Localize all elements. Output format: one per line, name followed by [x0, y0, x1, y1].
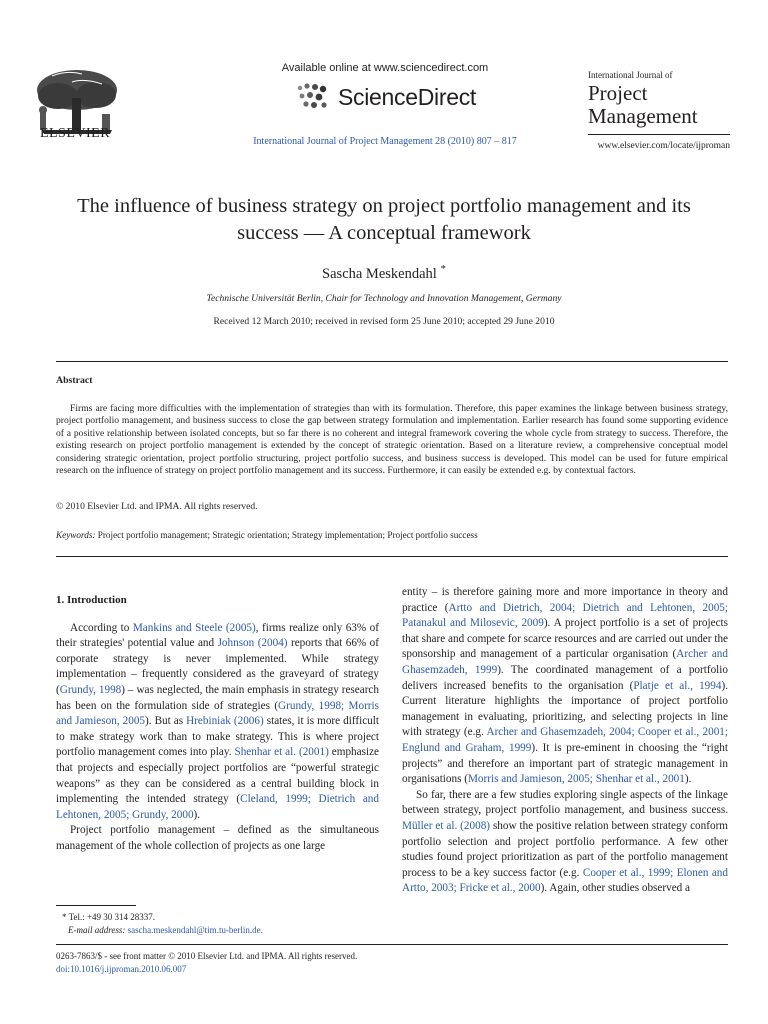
intro-paragraph-3 [402, 585, 728, 788]
title-line-2: success — A conceptual framework [237, 222, 531, 244]
citation-link[interactable]: Cooper et al., 1999; Elonen and Artto, 2003; Fricke et al., 2000 [402, 866, 728, 895]
affiliation: Technische Universität Berlin, Chair for Technology and Innovation Management, Germany [206, 293, 562, 304]
citation-link[interactable]: Johnson (2004) [217, 637, 288, 650]
paragraph-text: According to [70, 621, 133, 634]
intro-paragraph-4 [402, 788, 728, 897]
journal-url[interactable]: www.elsevier.com/locate/ijproman [597, 141, 730, 151]
intro-paragraph-2 [56, 823, 379, 854]
citation-link[interactable]: Archer and Ghasemzadeh, 2004; Cooper et al., 2001; Englund and Graham, 1999 [402, 726, 728, 754]
citation-link[interactable]: Platje et al., 1994 [633, 679, 722, 692]
citation-link[interactable]: Archer and Ghasemzadeh, 1999 [402, 648, 728, 676]
journal-title-line2: Management [588, 104, 698, 128]
footnote-email-label: E-mail address: [68, 924, 126, 935]
author-email-link[interactable]: sascha.meskendahl@tim.tu-berlin.de. [127, 924, 263, 935]
doi-link[interactable]: doi:10.1016/j.ijproman.2010.06.007 [56, 963, 187, 974]
paragraph-text: emphasize that projects and especially project portfolios are “powerful strategic weapons” as they can be considered as a central building block in implementing the intended strategy ( [56, 746, 379, 806]
paragraph-text: ) – was neglected, the main emphasis in strategy research has been on the formulation side of strategies ( [56, 683, 379, 712]
abstract-copyright: © 2010 Elsevier Ltd. and IPMA. All rights reserved. [56, 501, 258, 512]
journal-intl-label: International Journal of [588, 70, 673, 80]
footnote-tel [56, 911, 263, 924]
right-column [402, 585, 728, 897]
title-line-1: The influence of business strategy on project portfolio management and its [77, 195, 691, 217]
journal-citation[interactable]: International Journal of Project Management 28 (2010) 807 – 817 [253, 136, 517, 147]
publisher-name: ELSEVIER [39, 126, 111, 141]
sciencedirect-logo [200, 80, 570, 114]
paragraph-text: ). [684, 773, 692, 786]
citation-link[interactable]: Shenhar et al. (2001) [234, 746, 329, 759]
abstract-heading: Abstract [56, 375, 93, 386]
footnote-rule [56, 905, 136, 906]
keywords [56, 530, 478, 540]
author-footnote-mark[interactable]: * [440, 263, 446, 275]
author-footnote [56, 911, 263, 936]
section-heading-introduction: 1. Introduction [56, 594, 127, 606]
abstract-body: Firms are facing more difficulties with the implementation of strategies than with its formulation. Therefore, this paper examines the linkage between business strategy, project portfolio management, and business success to close the gap between strategy formulation and implementation. Earlier research has found some supporting evidence of a positive relationship between isolated concepts, but so far there is no coherent and integral framework covering the whole cycle from strategy to success. Therefore, the existing research on project portfolio management is extended by the concept of strategic orientation. Based on a literature review, a comprehensive conceptual model considering strategic orientation, project portfolio structuring, project portfolio success, and business success is developed. This model can be used for future empirical research on the influence of strategy on project portfolio management and its success. Furthermore, it can easily be extended e.g. by contextual factors. [56, 403, 728, 477]
available-online-text[interactable]: Available online at www.sciencedirect.com [281, 62, 489, 74]
paragraph-text: Project portfolio management – defined as the simultaneous management of the whole collection of projects as one large [56, 824, 379, 852]
citation-link[interactable]: Müller et al. (2008) [402, 819, 491, 832]
citation-link[interactable]: Mankins and Steele (2005) [132, 621, 256, 634]
intro-paragraph-1 [56, 621, 379, 824]
keywords-label: Keywords: [56, 530, 96, 540]
paragraph-text: states, it is more difficult to make strategy work than to make strategy. This is where project portfolio management comes into play. [56, 715, 379, 759]
paragraph-text: ). A project portfolio is a set of projects that share and compete for scarce resources and are carried out under the sponsorship and management of a particular organisation ( [402, 617, 729, 661]
left-column [56, 593, 379, 855]
keywords-list: Project portfolio management; Strategic orientation; Strategy implementation; Project portfolio success [97, 530, 478, 540]
footnote-tel-text: Tel.: +49 30 314 28337. [68, 912, 156, 922]
footer-info [56, 950, 357, 975]
footnote-mark: * [62, 912, 67, 922]
body-top-rule [56, 556, 728, 557]
article-dates: Received 12 March 2010; received in revised form 25 June 2010; accepted 29 June 2010 [213, 316, 555, 327]
masthead-divider [588, 134, 730, 135]
paragraph-text: , firms realize only 63% of their strategies' potential value and [56, 621, 379, 650]
article-title [40, 193, 728, 247]
journal-masthead [588, 70, 738, 128]
journal-title-line1: Project [588, 81, 648, 105]
paragraph-text: ). Current literature highlights the importance of project portfolio management in evaluating, prioritizing, and selecting projects in line with strategy (e.g. [402, 679, 728, 739]
citation-link[interactable]: Cleland, 1999; Dietrich and Lehtonen, 2005; Grundy, 2000 [56, 793, 379, 821]
citation-link[interactable]: Grundy, 1998 [59, 683, 122, 696]
issn-line: 0263-7863/$ - see front matter © 2010 Elsevier Ltd. and IPMA. All rights reserved. [56, 951, 358, 961]
sciencedirect-dots-icon [294, 82, 334, 112]
paragraph-text: reports that 66% of corporate strategy is never implemented. While strategy implementation – frequently considered as the graveyard of strategy ( [56, 637, 380, 696]
paragraph-text: ). It is pre-eminent in choosing the “right projects” and therefore an important part of strategic management in organisations ( [402, 741, 728, 786]
paragraph-text: ). [193, 808, 201, 821]
paragraph-text: ). Again, other studies observed a [540, 882, 691, 895]
citation-link[interactable]: Hrebiniak (2006) [186, 715, 264, 728]
author [40, 263, 728, 283]
footer-rule [56, 944, 728, 945]
citation-link[interactable]: Artto and Dietrich, 2004; Dietrich and Lehtonen, 2005; Patanakul and Milosevic, 2009 [402, 601, 728, 630]
header-center [200, 62, 570, 147]
citation-link[interactable]: Grundy, 1998; Morris and Jamieson, 2005 [56, 699, 379, 728]
author-name: Sascha Meskendahl [322, 265, 437, 282]
paragraph-text: So far, there are a few studies exploring single aspects of the linkage between strategy, project portfolio management, and business success. [402, 788, 728, 817]
paragraph-text: show the positive relation between strategy conform portfolio selection and project portfolio performance. A few other studies found project prioritization as part of the portfolio management process to be a key success factor (e.g. [402, 819, 728, 879]
citation-link[interactable]: Morris and Jamieson, 2005; Shenhar et al., 2001 [467, 773, 685, 786]
sciencedirect-wordmark: ScienceDirect [338, 83, 476, 110]
paragraph-text: ). But as [145, 715, 187, 728]
footnote-email [56, 924, 263, 937]
abstract-top-rule [56, 361, 728, 362]
paragraph-text: ). The coordinated management of a portfolio delivers increased benefits to the organisation ( [402, 663, 728, 692]
paragraph-text: entity – is therefore gaining more and more importance in theory and practice ( [402, 586, 728, 614]
